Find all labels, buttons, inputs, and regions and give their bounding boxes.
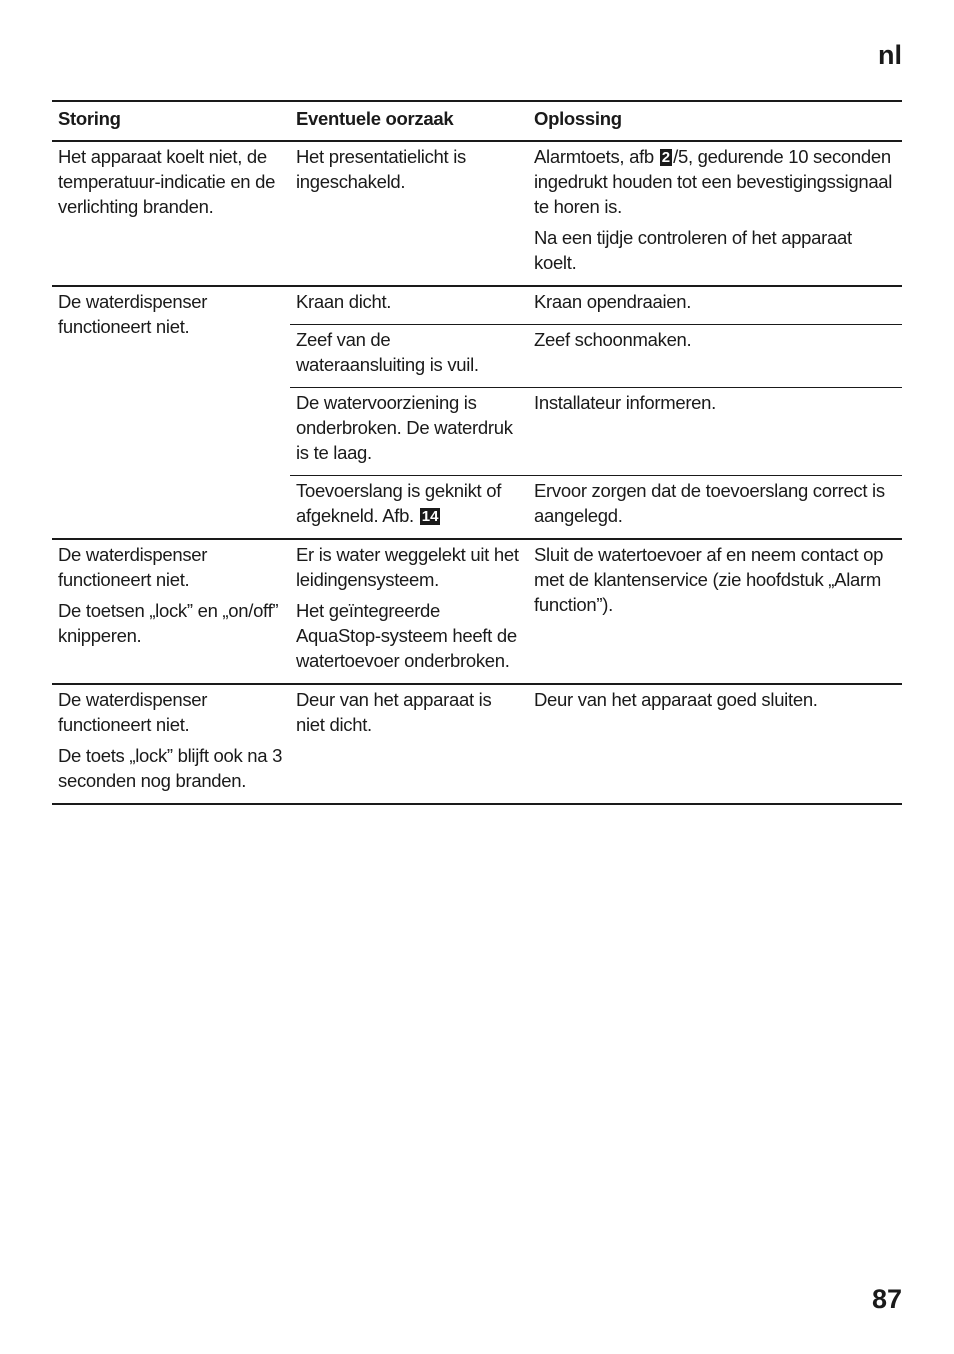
cell-oorzaak: Zeef van de wateraansluiting is vuil. (290, 325, 528, 388)
table-row (52, 684, 902, 804)
cell-oorzaak: Het presentatielicht is ingeschakeld. (296, 146, 466, 192)
figure-reference: 2 (661, 149, 671, 166)
cell-storing: De waterdispenser functioneert niet. (52, 286, 290, 539)
cell-oplossing: Deur van het apparaat goed sluiten. (528, 684, 902, 804)
cell-storing: De waterdispenser functioneert niet. De toets „lock” blijft ook na 3 seconden nog branden. (52, 684, 290, 804)
page-number: 87 (871, 1284, 902, 1314)
cell-storing: Het apparaat koelt niet, de temperatuur-indicatie en de verlichting branden. (58, 146, 276, 217)
cell-oorzaak: Kraan dicht. (290, 286, 528, 325)
cell-oorzaak: Toevoerslang is geknikt of afgekneld. Afb. 14 (290, 476, 528, 540)
header-storing: Storing (52, 101, 290, 141)
header-oorzaak: Eventuele oorzaak (290, 101, 528, 141)
header-oplossing: Oplossing (528, 101, 902, 141)
cell-oplossing: Ervoor zorgen dat de toevoerslang correct is aangelegd. (528, 476, 902, 540)
troubleshooting-table (52, 100, 902, 805)
cell-oplossing: Zeef schoonmaken. (528, 325, 902, 388)
cell-oplossing: Kraan opendraaien. (528, 286, 902, 325)
cell-oorzaak: Deur van het apparaat is niet dicht. (290, 684, 528, 804)
table-row (52, 286, 902, 325)
cell-oorzaak: Er is water weggelekt uit het leidingensysteem. Het geïntegreerde AquaStop-systeem heeft de watertoevoer onderbroken. (290, 539, 528, 684)
table-row (52, 141, 902, 286)
cell-oplossing: Sluit de watertoevoer af en neem contact op met de klantenservice (zie hoofdstuk „Alarm function”). (528, 539, 902, 684)
cell-storing: De waterdispenser functioneert niet. De toetsen „lock” en „on/off” knipperen. (52, 539, 290, 684)
language-code: nl (878, 40, 902, 70)
table-row (52, 539, 902, 684)
cell-oorzaak: De watervoorziening is onderbroken. De waterdruk is te laag. (290, 388, 528, 476)
cell-oplossing: Installateur informeren. (528, 388, 902, 476)
cell-oplossing: Alarmtoets, afb 2 /5, gedurende 10 seconden ingedrukt houden tot een bevestigingssignaal te horen is. Na een tijdje controleren of het apparaat koelt. (534, 146, 893, 273)
figure-reference: 14 (421, 508, 439, 525)
table-header-row (52, 101, 902, 141)
